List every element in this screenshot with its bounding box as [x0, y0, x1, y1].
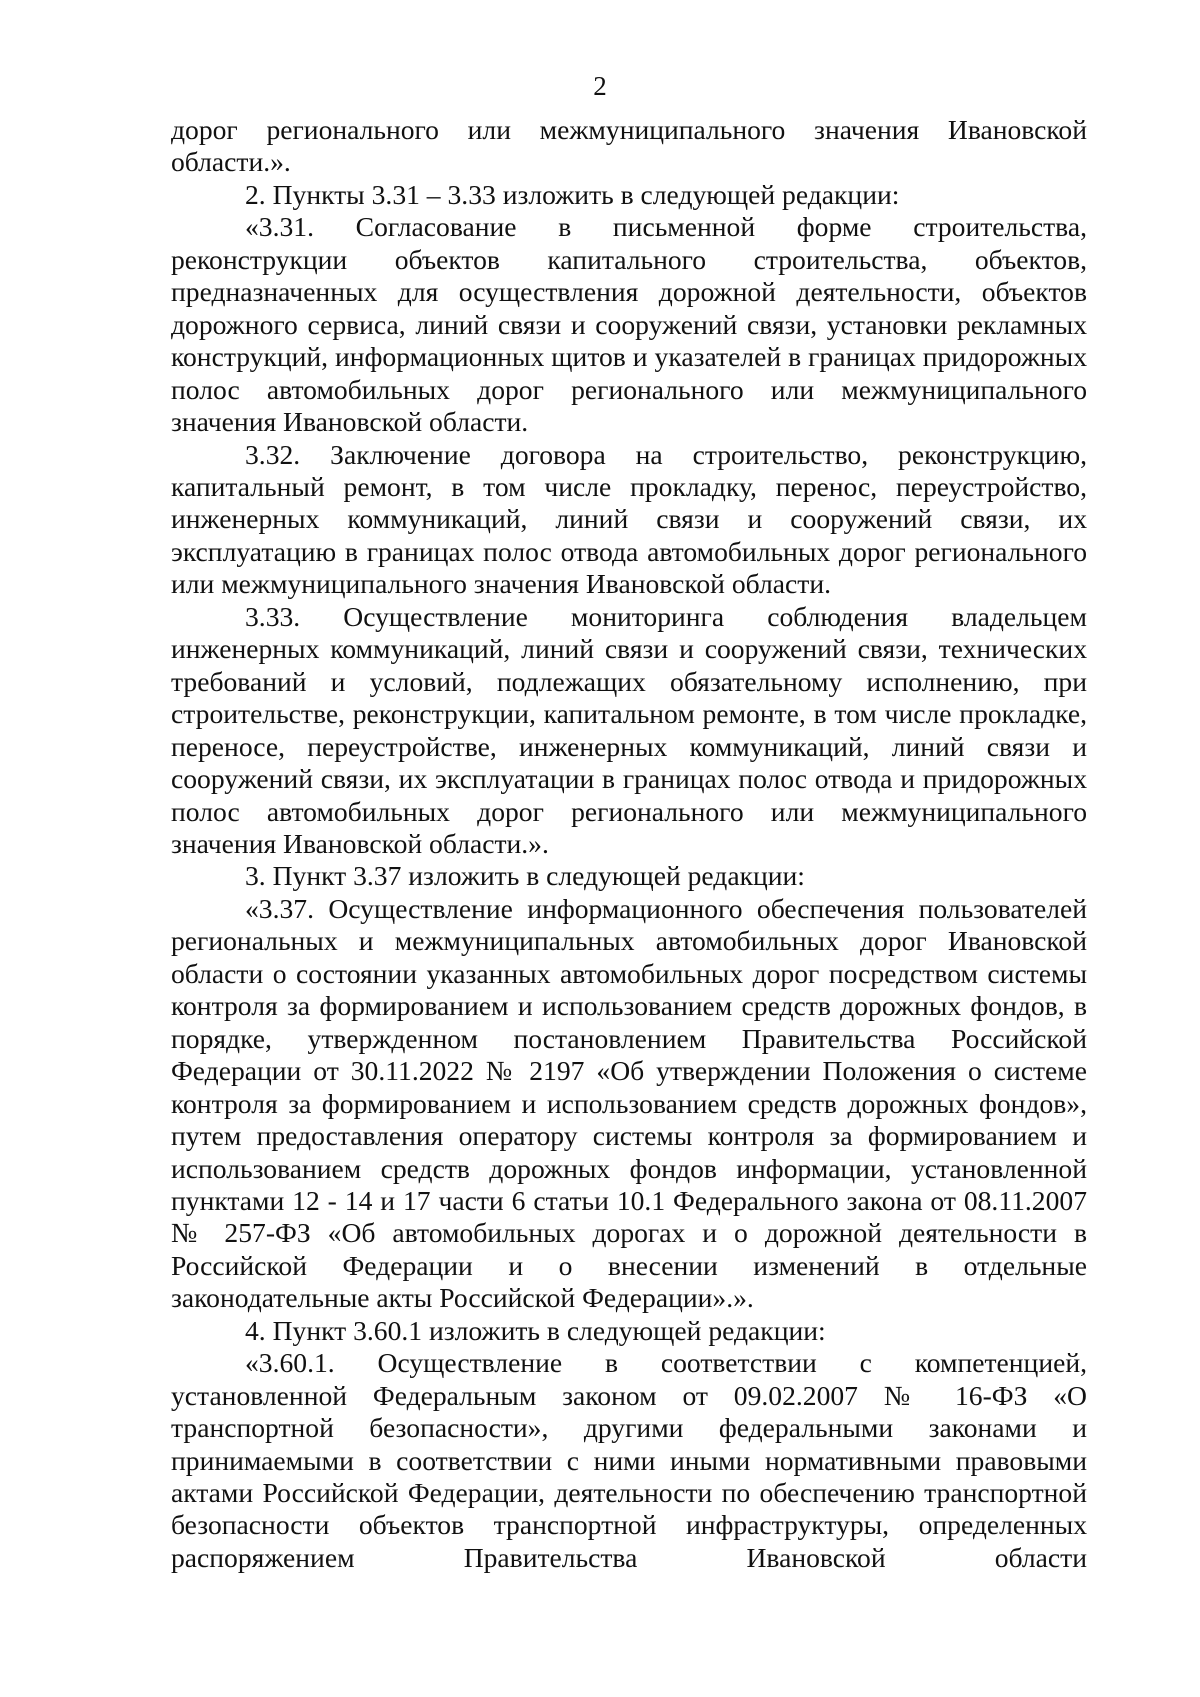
paragraph-continuation: дорог регионального или межмуниципального значения Ивановской области.». [171, 114, 1087, 178]
paragraph-item-4: 4. Пункт 3.60.1 изложить в следующей редакции: [245, 1314, 826, 1346]
paragraph-3-37: «3.37. Осуществление информационного обеспечения пользователей региональных и межмуниципальных автомобильных дорог Ивановской области о состоянии указанных автомобильных дорог посредством системы контроля за формированием и использованием средств дорожных фондов, в порядке, утвержденном постановлением Правительства Российской Федерации от 30.11.2022 № 2197 «Об утверждении Положения о системе контроля за формированием и использованием средств дорожных фондов», путем предоставления оператору системы контроля за формированием и использованием средств дорожных фондов информации, установленной пунктами 12 - 14 и 17 части 6 статьи 10.1 Федерального закона от 08.11.2007 № 257-ФЗ «Об автомобильных дорогах и о дорожной деятельности в Российской Федерации и о внесении изменений в отдельные законодательные акты Российской Федерации».». [171, 892, 1087, 1314]
paragraph-3-31: «3.31. Согласование в письменной форме строительства, реконструкции объектов капитального строительства, объектов, предназначенных для осуществления дорожной деятельности, объектов дорожного сервиса, линий связи и сооружений связи, установки рекламных конструкций, информационных щитов и указателей в границах придорожных полос автомобильных дорог регионального или межмуниципального значения Ивановской области. [171, 211, 1087, 438]
paragraph-3-60-1: «3.60.1. Осуществление в соответствии с компетенцией, установленной Федеральным законом от 09.02.2007 № 16-ФЗ «О транспортной безопасности», другими федеральными законами и принимаемыми в соответствии с ними иными нормативными правовыми актами Российской Федерации, деятельности по обеспечению транспортной безопасности объектов транспортной инфраструктуры, определенных распоряжением Правительства Ивановской области [171, 1347, 1087, 1573]
paragraph-3-32: 3.32. Заключение договора на строительство, реконструкцию, капитальный ремонт, в том числе прокладку, перенос, переустройство, инженерных коммуникаций, линий связи и сооружений связи, их эксплуатацию в границах полос отвода автомобильных дорог регионального или межмуниципального значения Ивановской области. [171, 438, 1087, 600]
document-body [171, 114, 1087, 1574]
page-number: 2 [593, 71, 607, 101]
paragraph-item-2: 2. Пункты 3.31 – 3.33 изложить в следующей редакции: [245, 178, 900, 210]
paragraph-3-33: 3.33. Осуществление мониторинга соблюдения владельцем инженерных коммуникаций, линий связи и сооружений связи, технических требований и условий, подлежащих обязательному исполнению, при строительстве, реконструкции, капитальном ремонте, в том числе прокладке, переносе, переустройстве, инженерных коммуникаций, линий связи и сооружений связи, их эксплуатации в границах полос отвода и придорожных полос автомобильных дорог регионального или межмуниципального значения Ивановской области.». [171, 600, 1087, 859]
paragraph-item-3: 3. Пункт 3.37 изложить в следующей редакции: [245, 860, 805, 892]
